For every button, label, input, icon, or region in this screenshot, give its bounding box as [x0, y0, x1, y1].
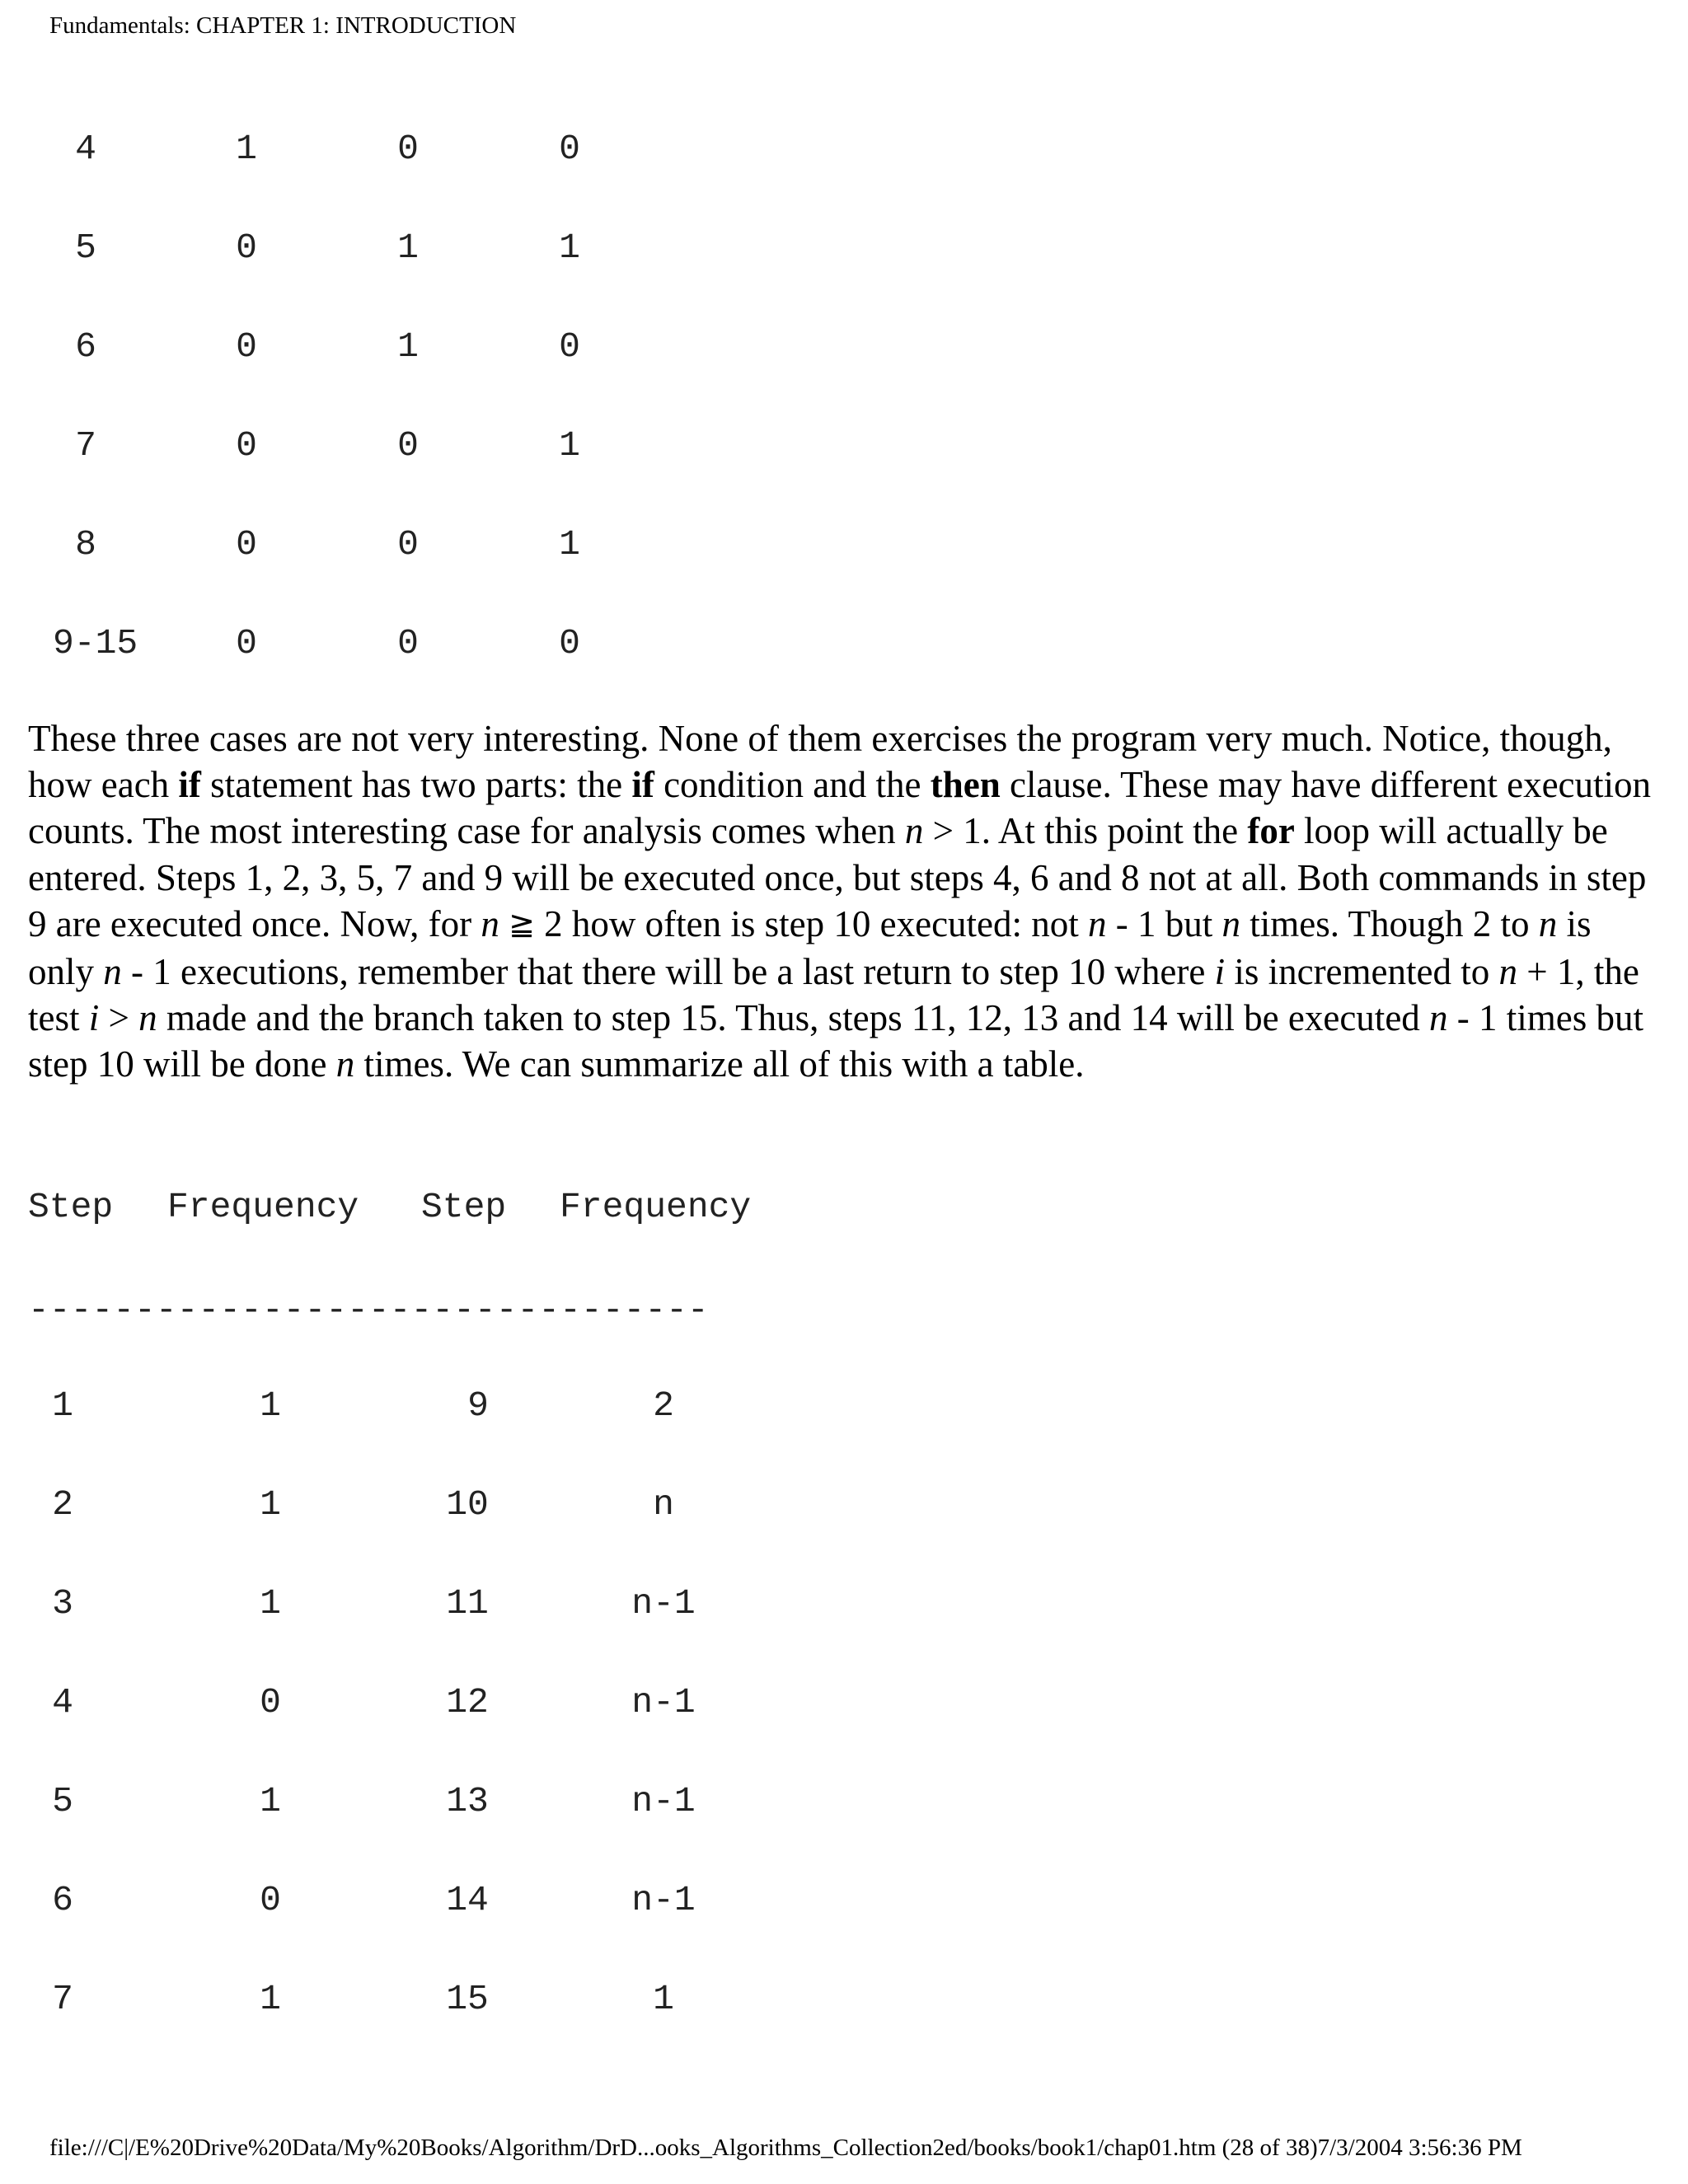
text-span: statement has two parts: the — [200, 764, 632, 806]
variable-n: n — [1498, 951, 1517, 993]
table-row — [0, 623, 824, 664]
variable-n: n — [1538, 902, 1558, 944]
text-span: > 1. At this point the — [923, 810, 1248, 852]
text-span: clause. These may have different execution counts. The most interesting case for analysis comes when — [28, 764, 1652, 852]
table-cell: 1 — [559, 425, 580, 466]
table-cell: 9-15 — [53, 623, 138, 663]
column-header-step: Step — [28, 1187, 114, 1227]
table-cell: 5 — [75, 227, 96, 268]
table-cell: n-1 — [631, 1880, 696, 1920]
variable-n: n — [904, 810, 924, 852]
keyword-then: then — [930, 764, 1001, 806]
table-header-row — [0, 1187, 824, 1228]
table-cell: 4 — [75, 129, 96, 169]
text-span: - 1 times but step 10 will be done — [28, 997, 1644, 1085]
table-cell: 0 — [236, 524, 257, 565]
table-cell: 1 — [260, 1385, 281, 1426]
text-span: + 1, the test — [28, 951, 1639, 1039]
table-cell: 0 — [236, 623, 257, 663]
text-span: - 1 but — [1106, 902, 1222, 944]
column-header-frequency: Frequency — [560, 1187, 752, 1227]
variable-n: n — [1429, 997, 1448, 1039]
table-cell: 12 — [446, 1682, 489, 1722]
keyword-for: for — [1247, 810, 1295, 852]
table-row — [0, 1484, 824, 1526]
table-row — [0, 1781, 824, 1822]
keyword-if: if — [631, 764, 654, 806]
table-cell: 1 — [52, 1385, 73, 1426]
variable-n: n — [1088, 902, 1107, 944]
table-cell: 0 — [397, 623, 419, 663]
table-cell: 1 — [260, 1583, 281, 1624]
table-cell: 3 — [52, 1583, 73, 1624]
table-row — [0, 524, 824, 565]
table-row — [0, 1583, 824, 1624]
table-cell: 1 — [397, 227, 419, 268]
table-cell: 1 — [260, 1484, 281, 1525]
text-span: times. We can summarize all of this with a table. — [354, 1043, 1085, 1085]
table-row — [0, 326, 824, 368]
text-span: > — [99, 997, 139, 1039]
table-row — [0, 227, 824, 269]
table-cell: 6 — [52, 1880, 73, 1920]
table-cell: 0 — [559, 129, 580, 169]
table-cell: 1 — [559, 524, 580, 565]
column-header-frequency: Frequency — [167, 1187, 359, 1227]
table-cell: 4 — [52, 1682, 73, 1722]
text-span: is only — [28, 902, 1592, 993]
table-row — [0, 1880, 824, 1921]
table-cell: 13 — [446, 1781, 489, 1821]
table-cell: 0 — [397, 524, 419, 565]
text-span: These three cases are not very interesting. None of them exercises the program very much. Notice, though, how each — [28, 718, 1612, 806]
table-cell: 15 — [446, 1979, 489, 2019]
table-cell: 0 — [260, 1682, 281, 1722]
variable-i: i — [1214, 951, 1226, 993]
text-span: condition and the — [654, 764, 931, 806]
table-cell: 0 — [559, 623, 580, 663]
table-cell: n-1 — [631, 1583, 696, 1624]
text-span: made and the branch taken to step 15. Thus, steps 11, 12, 13 and 14 will be executed — [157, 997, 1430, 1039]
variable-n: n — [335, 1043, 355, 1085]
table-cell: 0 — [260, 1880, 281, 1920]
table-cell: 11 — [446, 1583, 489, 1624]
greater-equal-symbol: ≧ — [509, 905, 535, 942]
variable-i: i — [88, 997, 100, 1039]
table-cell: 2 — [52, 1484, 73, 1525]
table-cell: 0 — [236, 425, 257, 466]
table-cell: 0 — [559, 326, 580, 367]
keyword-if: if — [178, 764, 201, 806]
table-row — [0, 1385, 824, 1427]
table-cell: 7 — [52, 1979, 73, 2019]
variable-n: n — [1221, 902, 1241, 944]
table-cell: 1 — [236, 129, 257, 169]
table-cell: 6 — [75, 326, 96, 367]
table-cell: 1 — [653, 1979, 674, 2019]
table-cell: n-1 — [631, 1781, 696, 1821]
table-row — [0, 1979, 824, 2020]
text-span: times. Though 2 to — [1240, 902, 1539, 944]
body-paragraph — [28, 715, 1664, 1088]
page-footer-url: file:///C|/E%20Drive%20Data/My%20Books/Algorithm/DrD...ooks_Algorithms_Collection2ed/books/book1/chap01.htm (28 of 38)7/3/2004 3:56:36 PM — [49, 2135, 1522, 2161]
text-span: is incremented to — [1225, 951, 1499, 993]
table-cell: 1 — [260, 1979, 281, 2019]
table-cell: 0 — [236, 326, 257, 367]
table-cell: 0 — [397, 425, 419, 466]
table-cell: 0 — [397, 129, 419, 169]
table-cell: n — [653, 1484, 674, 1525]
text-span: 2 how often is step 10 executed: not — [534, 902, 1089, 944]
table-cell: 7 — [75, 425, 96, 466]
table-cell: n-1 — [631, 1682, 696, 1722]
variable-n: n — [481, 902, 499, 944]
table-cell: 8 — [75, 524, 96, 565]
table-cell: 2 — [653, 1385, 674, 1426]
table-row — [0, 129, 824, 170]
table-divider: -------------------------------- — [28, 1290, 709, 1330]
table-cell: 1 — [397, 326, 419, 367]
column-header-step: Step — [421, 1187, 507, 1227]
table-cell: 5 — [52, 1781, 73, 1821]
variable-n: n — [103, 951, 122, 993]
table-cell: 0 — [236, 227, 257, 268]
table-row — [0, 1682, 824, 1723]
page-header: Fundamentals: CHAPTER 1: INTRODUCTION — [49, 12, 517, 39]
table-cell: 1 — [260, 1781, 281, 1821]
variable-n: n — [138, 997, 157, 1039]
text-span: loop will actually be entered. Steps 1, 2, 3, 5, 7 and 9 will be executed once, but steps 4, 6 and 8 not at all. Both commands in step 9 are executed once. Now, for — [28, 810, 1647, 944]
table-row — [0, 425, 824, 466]
text-span: - 1 executions, remember that there will be a last return to step 10 where — [121, 951, 1215, 993]
table-cell: 10 — [446, 1484, 489, 1525]
table-cell: 14 — [446, 1880, 489, 1920]
table-cell: 1 — [559, 227, 580, 268]
table-cell: 9 — [467, 1385, 489, 1426]
